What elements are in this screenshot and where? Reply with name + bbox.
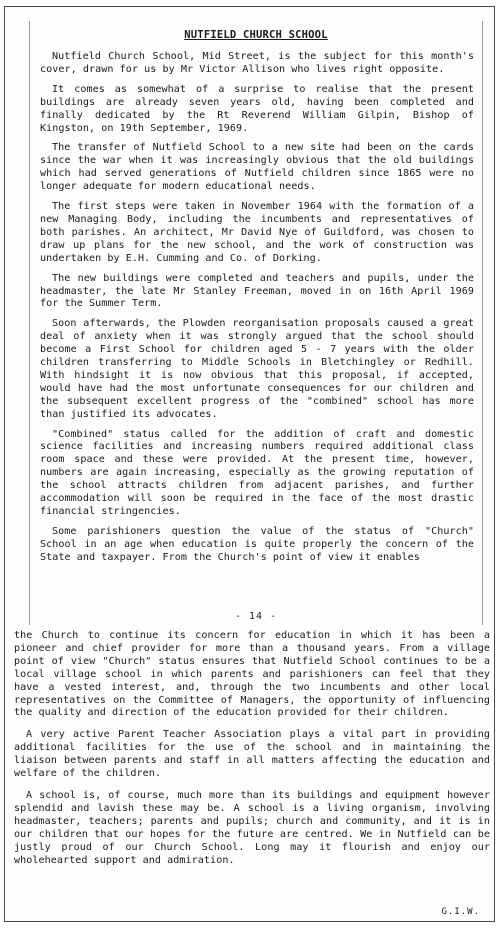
paragraph: Some parishioners question the value of the status of "Church" School in an age when education is quite properly the concern of the State and taxpayer. From the Church's point of view it enables: [40, 525, 474, 563]
paragraph: The first steps were taken in November 1964 with the formation of a new Managing Body, including the incumbents and representatives of both parishes. An architect, Mr David Nye of Guildford, was chosen to draw up plans for the new school, and the work of construction was undertaken by E.H. Cumming and Co. of Dorking.: [40, 201, 474, 264]
upper-column: [29, 21, 483, 625]
article-body: [40, 51, 474, 572]
paragraph: Nutfield Church School, Mid Street, is the subject for this month's cover, drawn for us by Mr Victor Allison who lives right opposite.: [40, 51, 474, 75]
paragraph: Soon afterwards, the Plowden reorganisation proposals caused a great deal of anxiety when it was strongly argued that the school should become a First School for children aged 5 - 7 years with the older children transferring to Middle Schools in Bletchingley or Redhill. With hindsight it is now obvious that this proposal, if accepted, would have had the most unfortunate consequences for our children and the subsequent excellent progress of the "combined" school has more than justified its advocates.: [40, 318, 474, 420]
continuation-body: [14, 630, 490, 876]
author-initials: G.I.W.: [441, 907, 480, 917]
paragraph: The new buildings were completed and teachers and pupils, under the headmaster, the late Mr Stanley Freeman, moved in on 16th April 1969 for the Summer Term.: [40, 272, 474, 310]
page-number: - 14 -: [234, 611, 278, 622]
paragraph: the Church to continue its concern for education in which it has been a pioneer and chief provider for more than a thousand years. From a village point of view "Church" status ensures that Nutfield School continues to be a local village school in which parents and parishioners can feel that they have a vested interest, and, through the two incumbents and other local representatives on the Committee of Managers, the opportunity of influencing the quality and direction of the education provided for their children.: [14, 630, 490, 719]
paragraph: The transfer of Nutfield School to a new site had been on the cards since the war when it was increasingly obvious that the old buildings which had served generations of Nutfield children since 1865 were no longer adequate for modern educational needs.: [40, 142, 474, 193]
paragraph: It comes as somewhat of a surprise to realise that the present buildings are already seven years old, having been completed and finally dedicated by the Rt Reverend William Gilpin, Bishop of Kingston, on 19th September, 1969.: [40, 83, 474, 134]
page-title: NUTFIELD CHURCH SCHOOL: [184, 29, 328, 41]
paragraph: "Combined" status called for the addition of craft and domestic science facilities and increasing numbers required additional class room space and these were provided. At the present time, however, numbers are again increasing, especially as the growing reputation of the school attracts children from adjacent parishes, and further accommodation will soon be required in the face of the most drastic financial stringencies.: [40, 428, 474, 517]
paragraph: A school is, of course, much more than its buildings and equipment however splendid and lavish these may be. A school is a living organism, involving headmaster, teachers; parents and pupils; church and community, and it is in our children that our hopes for the future are centred. We in Nutfield can be justly proud of our Church School. Long may it flourish and enjoy our wholehearted support and admiration.: [14, 789, 490, 866]
paragraph: A very active Parent Teacher Association plays a vital part in providing additional facilities for the use of the school and in maintaining the liaison between parents and staff in all matters affecting the education and welfare of the children.: [14, 729, 490, 780]
